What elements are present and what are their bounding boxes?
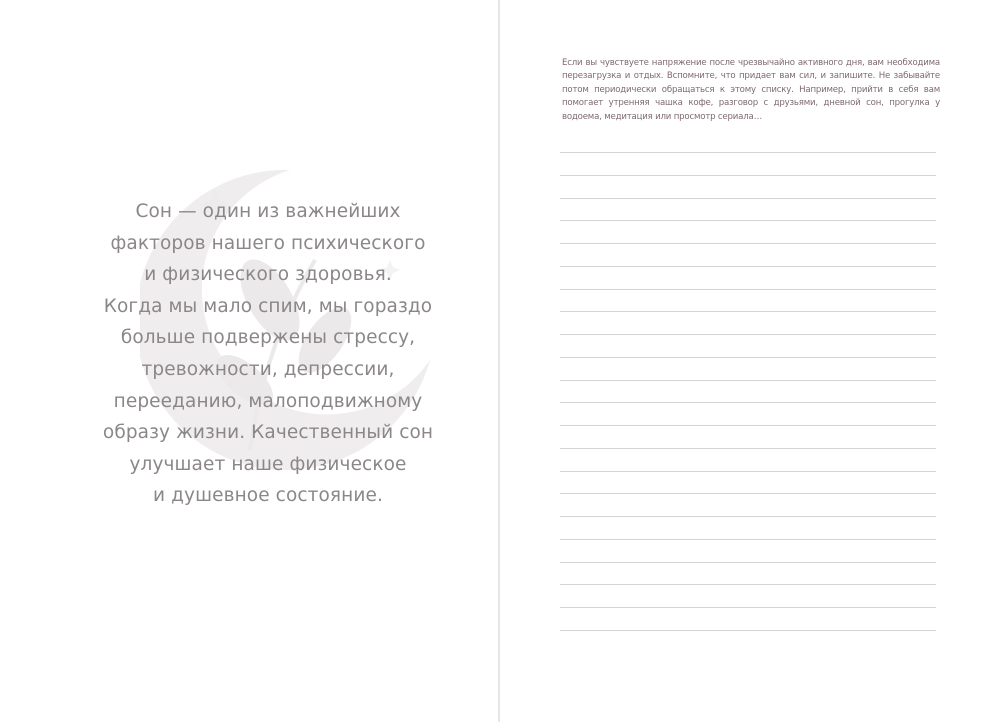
writing-line[interactable] xyxy=(560,357,936,358)
writing-line[interactable] xyxy=(560,425,936,426)
quote-line: Сон — один из важнейших xyxy=(135,201,401,222)
quote-line: больше подвержены стрессу, xyxy=(120,327,416,349)
writing-line[interactable] xyxy=(560,266,936,267)
writing-line[interactable] xyxy=(560,584,936,585)
writing-line[interactable] xyxy=(560,607,936,608)
quote-line: Когда мы мало спим, мы гораздо xyxy=(103,295,433,317)
quote-line: и физического здоровья. xyxy=(144,264,392,286)
journal-prompt-text: Если вы чувствуете напряжение после чрезвычайно активного дня, вам необходима перезагрузка и отдых. Вспомните, что придает вам сил, и запишите. Не забывайте потом периодически обращаться к этому списку. Например, прийти в себя вам помогает утренняя чашка кофе, разговор с друзьями, дневной сон, прогулка у водоема, медитация или просмотр сериала… xyxy=(562,58,940,122)
writing-line[interactable] xyxy=(560,630,936,631)
writing-line[interactable] xyxy=(560,380,936,381)
book-spine-divider xyxy=(498,0,500,722)
writing-line[interactable] xyxy=(560,493,936,494)
left-page xyxy=(0,0,499,722)
quote-line: факторов нашего психического xyxy=(110,232,426,254)
quote-line: и душевное состояние. xyxy=(153,485,383,507)
writing-line[interactable] xyxy=(560,402,936,403)
writing-line[interactable] xyxy=(560,516,936,517)
writing-line[interactable] xyxy=(560,175,936,176)
writing-line[interactable] xyxy=(560,311,936,312)
quote-line: улучшает наше физическое xyxy=(129,453,407,475)
writing-line[interactable] xyxy=(560,562,936,563)
writing-line[interactable] xyxy=(560,471,936,472)
sleep-quote xyxy=(60,196,476,512)
writing-line[interactable] xyxy=(560,289,936,290)
writing-line[interactable] xyxy=(560,539,936,540)
quote-line: тревожности, депрессии, xyxy=(141,358,395,380)
writing-line[interactable] xyxy=(560,198,936,199)
writing-line[interactable] xyxy=(560,220,936,221)
writing-line[interactable] xyxy=(560,152,936,153)
writing-line[interactable] xyxy=(560,243,936,244)
writing-line[interactable] xyxy=(560,334,936,335)
quote-line: перееданию, малоподвижному xyxy=(113,390,423,412)
quote-line: образу жизни. Качественный сон xyxy=(102,422,434,444)
writing-line[interactable] xyxy=(560,448,936,449)
